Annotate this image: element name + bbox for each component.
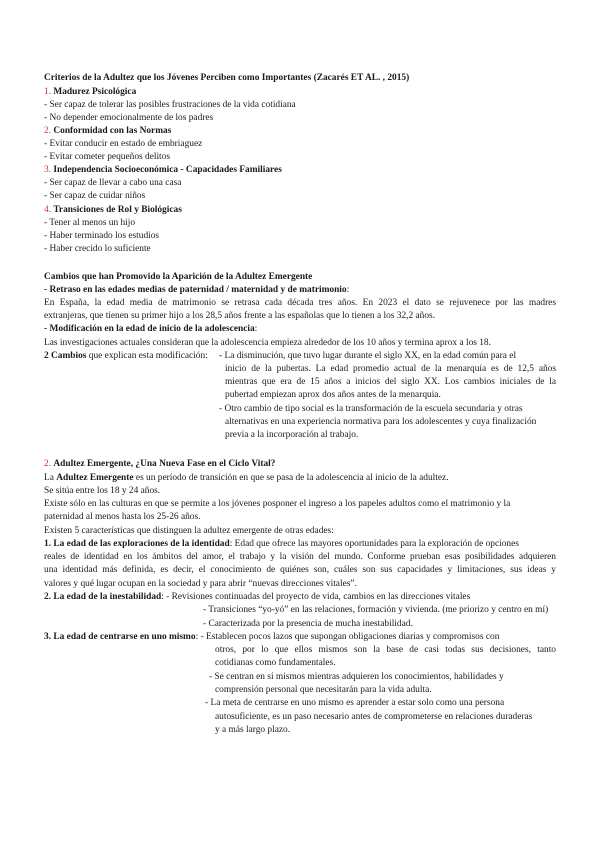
list-item: y a más largo plazo.	[215, 725, 291, 735]
list-item: - Evitar conducir en estado de embriaguez	[44, 139, 203, 149]
paragraph-line: Existe sólo en las culturas en que se permite a los jóvenes posponer el ingreso a los papeles adultos como el matrimonio y la	[44, 499, 511, 509]
change-item: previa a la incorporación al trabajo.	[225, 430, 359, 440]
list-item: - Ser capaz de llevar a cabo una casa	[44, 178, 182, 188]
criterion-heading: 4. Transiciones de Rol y Biológicas	[44, 205, 182, 215]
paragraph-line: una identidad más definida, es decir, el conocimiento de quiénes son, cuáles son sus capacidades y limitaciones, sus ideas y	[44, 565, 556, 575]
list-item: - Transiciones “yo-yó” en las relaciones, formación y vivienda. (me priorizo y centro en mí)	[203, 605, 549, 615]
change-item: inicio de la pubertas. La edad promedio actual de la menarquía es de 12,5 años	[225, 364, 556, 374]
paragraph-line: Las investigaciones actuales consideran que la adolescencia empieza alrededor de los 10 años y termina aprox a los 18.	[44, 338, 491, 348]
paragraph-line: Existen 5 características que distinguen la adultez emergente de otras edades:	[44, 526, 334, 536]
criterion-heading: 2. Conformidad con las Normas	[44, 126, 172, 136]
changes-intro: 2 Cambios que explican esta modificación:	[44, 351, 208, 361]
list-item: - La meta de centrarse en uno mismo es aprender a estar solo como una persona	[205, 698, 505, 708]
list-item: - Evitar cometer pequeños delitos	[44, 152, 170, 162]
section2-title: Cambios que han Promovido la Aparición de la Adultez Emergente	[44, 272, 313, 282]
change-item: - La disminución, que tuvo lugar durante el siglo XX, en la edad común para el	[219, 351, 517, 361]
change-item: pubertad empiezan aprox dos años antes de la menarquia.	[225, 390, 441, 400]
subheading: - Modificación en la edad de inicio de la adolescencia:	[44, 324, 258, 334]
section3-title: 2. Adultez Emergente, ¿Una Nueva Fase en el Ciclo Vital?	[44, 459, 276, 469]
characteristic-2: 2. La edad de la inestabilidad: - Revisiones continuadas del proyecto de vida, cambios en las direcciones vitales	[44, 592, 471, 602]
paragraph-line: valores y qué lugar ocupan en la sociedad y para abrir “nuevas direcciones vitales”.	[44, 579, 357, 589]
list-item: autosuficiente, es un paso necesario antes de comprometerse en relaciones duraderas	[215, 712, 533, 722]
subheading: - Retraso en las edades medias de paternidad / maternidad y de matrimonio:	[44, 285, 350, 295]
list-item: - Haber crecido lo suficiente	[44, 244, 151, 254]
list-item: - No depender emocionalmente de los padres	[44, 113, 214, 123]
list-item: - Caracterizada por la presencia de mucha inestabilidad.	[203, 619, 413, 629]
change-item: alternativas en una experiencia normativa para los adolescentes y cuya finalización	[225, 417, 537, 427]
criterion-heading: 1. Madurez Psicológica	[44, 87, 137, 97]
list-item: comprensión personal que necesitarán para la vida adulta.	[215, 685, 432, 695]
list-item: otros, por lo que ellos mismos son la base de casi todas sus decisiones, tanto	[215, 645, 556, 655]
characteristic-1: 1. La edad de las exploraciones de la identidad: Edad que ofrece las mayores oportunidades para la exploración de opciones	[44, 539, 519, 549]
characteristic-3: 3. La edad de centrarse en uno mismo: - Establecen pocos lazos que supongan obligaciones diarias y compromisos con	[44, 632, 500, 642]
paragraph-line: La Adultez Emergente es un período de transición en que se pasa de la adolescencia al inicio de la adultez.	[44, 473, 449, 483]
list-item: - Se centran en sí mismos mientras adquieren los conocimientos, habilidades y	[209, 672, 504, 682]
change-item: - Otro cambio de tipo social es la transformación de la escuela secundaria y otras	[219, 404, 523, 414]
section1-title: Criterios de la Adultez que los Jóvenes Perciben como Importantes (Zacarés ET AL. , 2015)	[44, 73, 410, 83]
list-item: cotidianas como fundamentales.	[215, 658, 336, 668]
criterion-heading: 3. Independencia Socioeconómica - Capacidades Familiares	[44, 165, 282, 175]
paragraph-line: Se sitúa entre los 18 y 24 años.	[44, 486, 161, 496]
list-item: - Tener al menos un hijo	[44, 218, 136, 228]
list-item: - Ser capaz de cuidar niños	[44, 191, 146, 201]
paragraph-line: En España, la edad media de matrimonio se retrasa cada década tres años. En 2023 el dato se rejuvenece por las madres	[44, 298, 556, 308]
paragraph-line: reales de identidad en los ámbitos del amor, el trabajo y la visión del mundo. Conforme prueban esas posibilidades adquieren	[44, 552, 556, 562]
paragraph-line: paternidad al menos hasta los 25-26 años.	[44, 512, 201, 522]
list-item: - Ser capaz de tolerar las posibles frustraciones de la vida cotidiana	[44, 100, 296, 110]
change-item: mientras que era de 15 años a inicios del siglo XX. Los cambios iniciales de la	[225, 377, 556, 387]
list-item: - Haber terminado los estudios	[44, 231, 160, 241]
paragraph-line: extranjeras, que tienen su primer hijo a los 28,5 años frente a las españolas que lo tienen a los 32,2 años.	[44, 311, 436, 321]
